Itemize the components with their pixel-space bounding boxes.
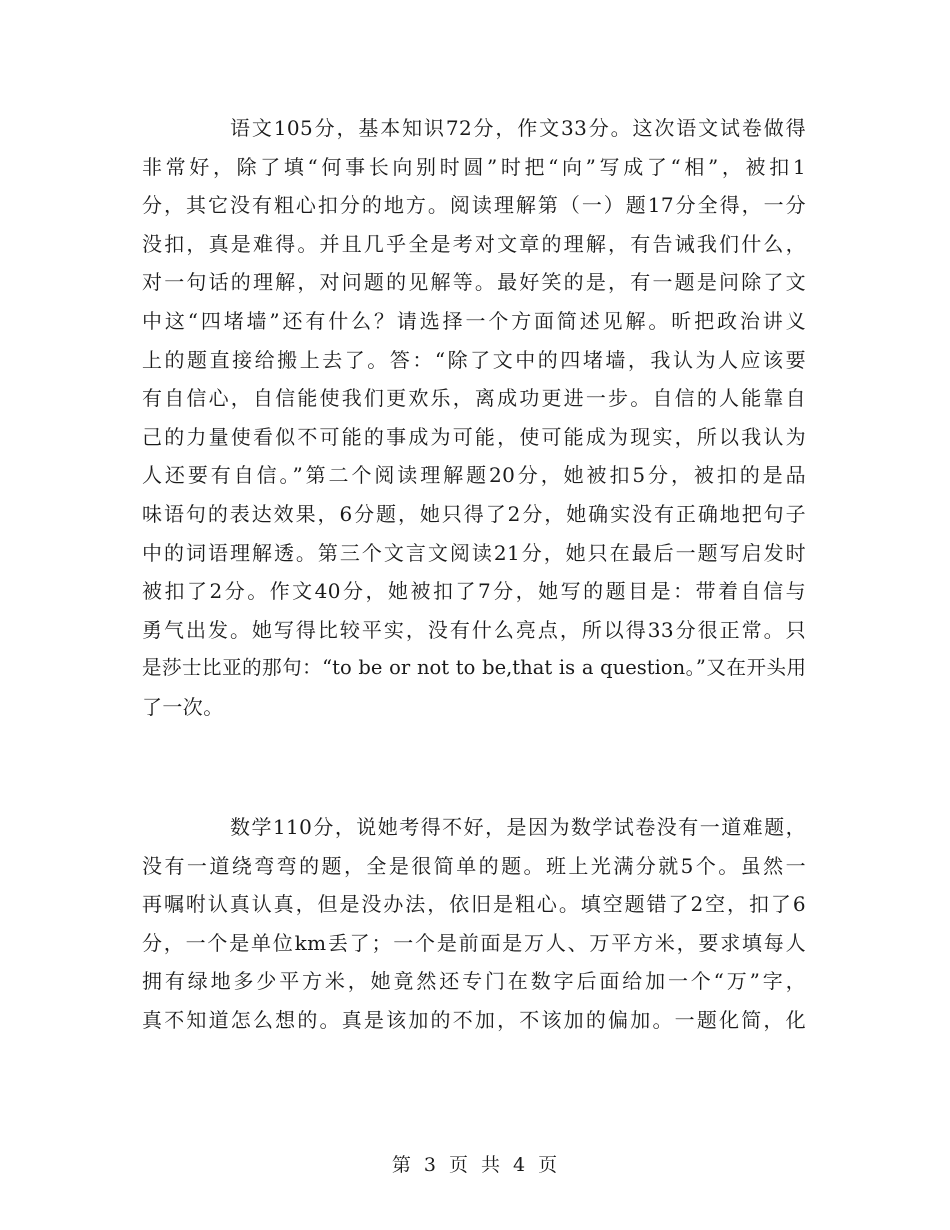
text-line: 数学110分，说她考得不好，是因为数学试卷没有一道难题， [230,815,806,839]
text-line: 味语句的表达效果，6分题，她只得了2分，她确实没有正确地把句子 [142,501,806,526]
text-line: 分，一个是单位km丢了；一个是前面是万人、万平方米，要求填每人 [142,930,806,955]
text-line: 非常好，除了填“何事长向别时圆”时把“向”写成了“相”，被扣1 [142,154,806,179]
text-line: 是莎士比亚的那句：“to be or not to be,that is a question。”又在开头用 [142,656,806,680]
text-line: 拥有绿地多少平方米，她竟然还专门在数字后面给加一个“万”字， [142,969,806,994]
footer-ye: 页 [538,1154,559,1176]
text-line: 了一次。 [142,694,224,719]
page-footer [0,1150,950,1177]
text-line: 真不知道怎么想的。真是该加的不加，不该加的偏加。一题化简，化 [142,1007,806,1032]
text-line: 没有一道绕弯弯的题，全是很简单的题。班上光满分就5个。虽然一 [142,853,806,878]
text-line: 勇气出发。她写得比较平实，没有什么亮点，所以得33分很正常。只 [142,617,806,642]
text-line: 语文105分，基本知识72分，作文33分。这次语文试卷做得 [230,116,806,140]
page-total: 4 [513,1154,527,1176]
footer-gong: 共 [481,1154,502,1176]
text-line: 己的力量使看似不可能的事成为可能，使可能成为现实，所以我认为 [142,424,806,449]
paragraph-math-score [142,808,806,1040]
text-line: 有自信心，自信能使我们更欢乐，离成功更进一步。自信的人能靠自 [142,386,806,411]
text-line: 中这“四堵墙”还有什么？请选择一个方面简述见解。昕把政治讲义 [142,308,806,333]
text-line: 上的题直接给搬上去了。答：“除了文中的四堵墙，我认为人应该要 [142,347,806,372]
footer-ye: 页 [448,1154,469,1176]
page-number: 3 [423,1154,437,1176]
text-line: 对一句话的理解，对问题的见解等。最好笑的是，有一题是问除了文 [142,270,806,295]
text-line: 分，其它没有粗心扣分的地方。阅读理解第（一）题17分全得，一分 [142,193,806,218]
text-line: 再嘱咐认真认真，但是没办法，依旧是粗心。填空题错了2空，扣了6 [142,892,806,917]
text-line: 人还要有自信。”第二个阅读理解题20分，她被扣5分，被扣的是品 [142,463,806,488]
text-line: 没扣，真是难得。并且几乎全是考对文章的理解，有告诫我们什么， [142,231,806,256]
paragraph-chinese-score [142,109,806,727]
text-line: 中的词语理解透。第三个文言文阅读21分，她只在最后一题写启发时 [142,540,806,565]
footer-di: 第 [391,1154,412,1176]
text-line: 被扣了2分。作文40分，她被扣了7分，她写的题目是：带着自信与 [142,579,806,604]
